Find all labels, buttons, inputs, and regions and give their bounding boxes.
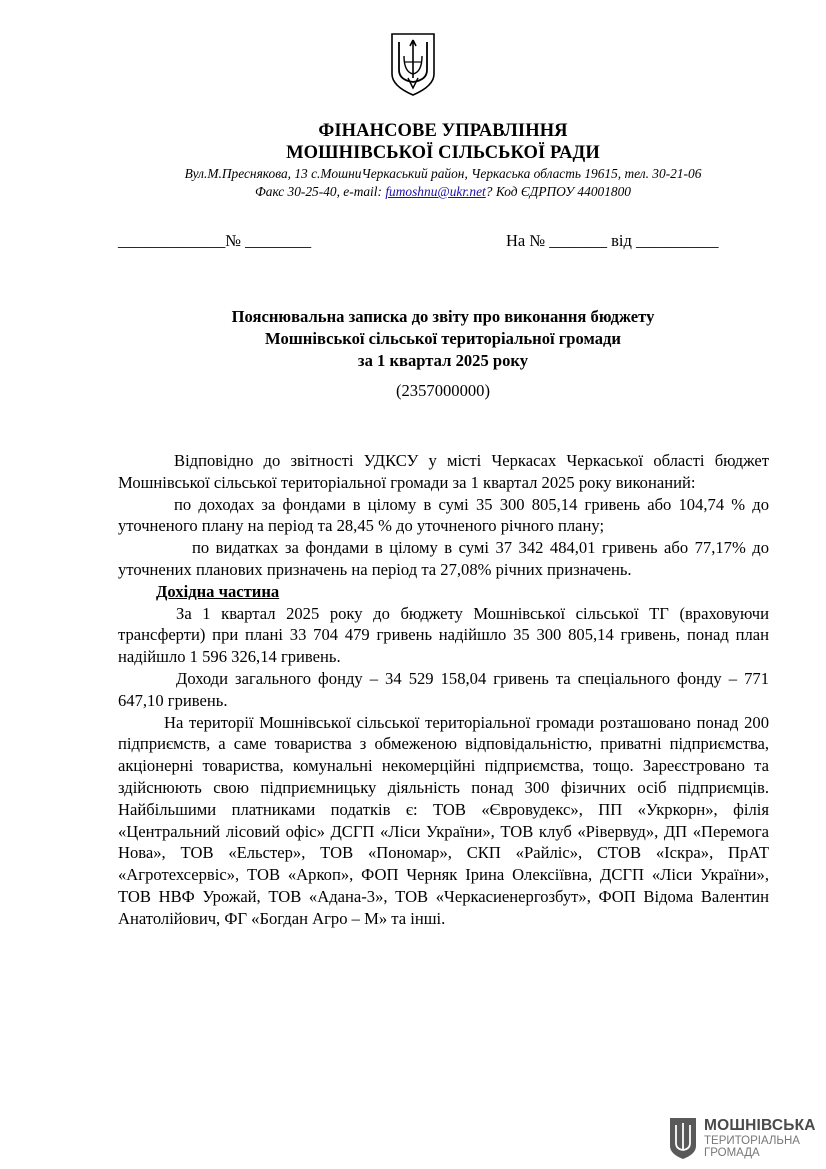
logo-line2 (704, 1135, 800, 1159)
incoming-number: На № _______ від __________ (506, 231, 719, 250)
logo-line3-text: ГРОМАДА (704, 1147, 760, 1159)
income-paragraph: по доходах за фондами в цілому в сумі 35 300 805,14 гривень або 104,74 % до уточненого плану на період та 28,45 % до уточненого річного плану; (118, 494, 769, 536)
logo-line2-text: ТЕРИТОРІАЛЬНА (704, 1135, 800, 1147)
intro-paragraph: Відповідно до звітності УДКСУ у місті Черкасах Черкаської області бюджет Мошнівської сільської територіальної громади за 1 квартал 2025 року виконаний: (118, 451, 769, 492)
section-title: Дохідна частина (156, 581, 280, 601)
revenue-paragraph-1: За 1 квартал 2025 року до бюджету Мошнівської сільської ТГ (враховуючи трансферти) при плані 33 704 479 гривень надійшло 35 300 805,14 гривень, понад план надійшло 1 596 326,14 гривень. (118, 603, 769, 667)
org-contacts (0, 184, 826, 200)
logo-line1: МОШНІВСЬКА (704, 1117, 816, 1134)
doc-title-line3: за 1 квартал 2025 року (357, 351, 529, 370)
trident-logo-icon (668, 1116, 698, 1160)
doc-title-line2: Мошнівської сільської територіальної громади (265, 329, 621, 348)
fax-text: Факс 30-25-40, e-mail: (255, 184, 386, 199)
outgoing-number: _____________№ ________ (118, 231, 312, 250)
doc-title-line1: Пояснювальна записка до звіту про виконання бюджету (231, 307, 655, 326)
edrpou-code: ? Код ЄДРПОУ 44001800 (485, 184, 631, 199)
org-name-line1: ФІНАНСОВЕ УПРАВЛІННЯ (318, 121, 568, 141)
community-logo (666, 1114, 816, 1164)
org-address: Вул.М.Преснякова, 13 с.МошниЧеркаський район, Черкаська область 19615, тел. 30-21-06 (184, 166, 702, 181)
budget-code: (2357000000) (395, 381, 491, 400)
enterprises-paragraph: На території Мошнівської сільської територіальної громади розташовано понад 200 підприємств, а саме товариства з обмеженою відповідальністю, приватні підприємства, акціонерні товариства, комунальні некомерційні підприємства, тощо. Зареєстровано та здійснюють свою підприємницьку діяльність понад 300 фізичних осіб підприємців. Найбільшими платниками податків є: ТОВ «Євровудекс», ПП «Укркорн», філія «Центральний лісовий офіс» ДСГП «Ліси України», ТОВ клуб «Рівервуд», ДП «Перемога Нова», ТОВ «Ельстер», ТОВ «Пономар», СКП «Райліс», СТОВ «Іскра», ПрАТ «Агротехсервіс», ТОВ «Аркоп», ФОП Черняк Ірина Олексіївна, ДСГП «Ліси України», ТОВ НВФ Урожай, ТОВ «Адана-3», ТОВ «Черкасиенергозбут», ФОП Відома Валентин Анатолійович, ФГ «Богдан Агро – М» та інші. (118, 712, 769, 928)
revenue-paragraph-2: Доходи загального фонду – 34 529 158,04 гривень та спеціального фонду – 771 647,10 гривень. (118, 668, 769, 710)
coat-of-arms-icon (388, 28, 438, 98)
section-heading-paragraph (118, 581, 769, 603)
document-body (118, 450, 769, 930)
email-link[interactable]: fumoshnu@ukr.net (385, 184, 486, 199)
expenses-paragraph: по видатках за фондами в цілому в сумі 37 342 484,01 гривень або 77,17% до уточнених планових призначень на період та 27,08% річних призначень. (118, 538, 769, 579)
org-name-line2: МОШНІВСЬКОЇ СІЛЬСЬКОЇ РАДИ (286, 143, 600, 163)
